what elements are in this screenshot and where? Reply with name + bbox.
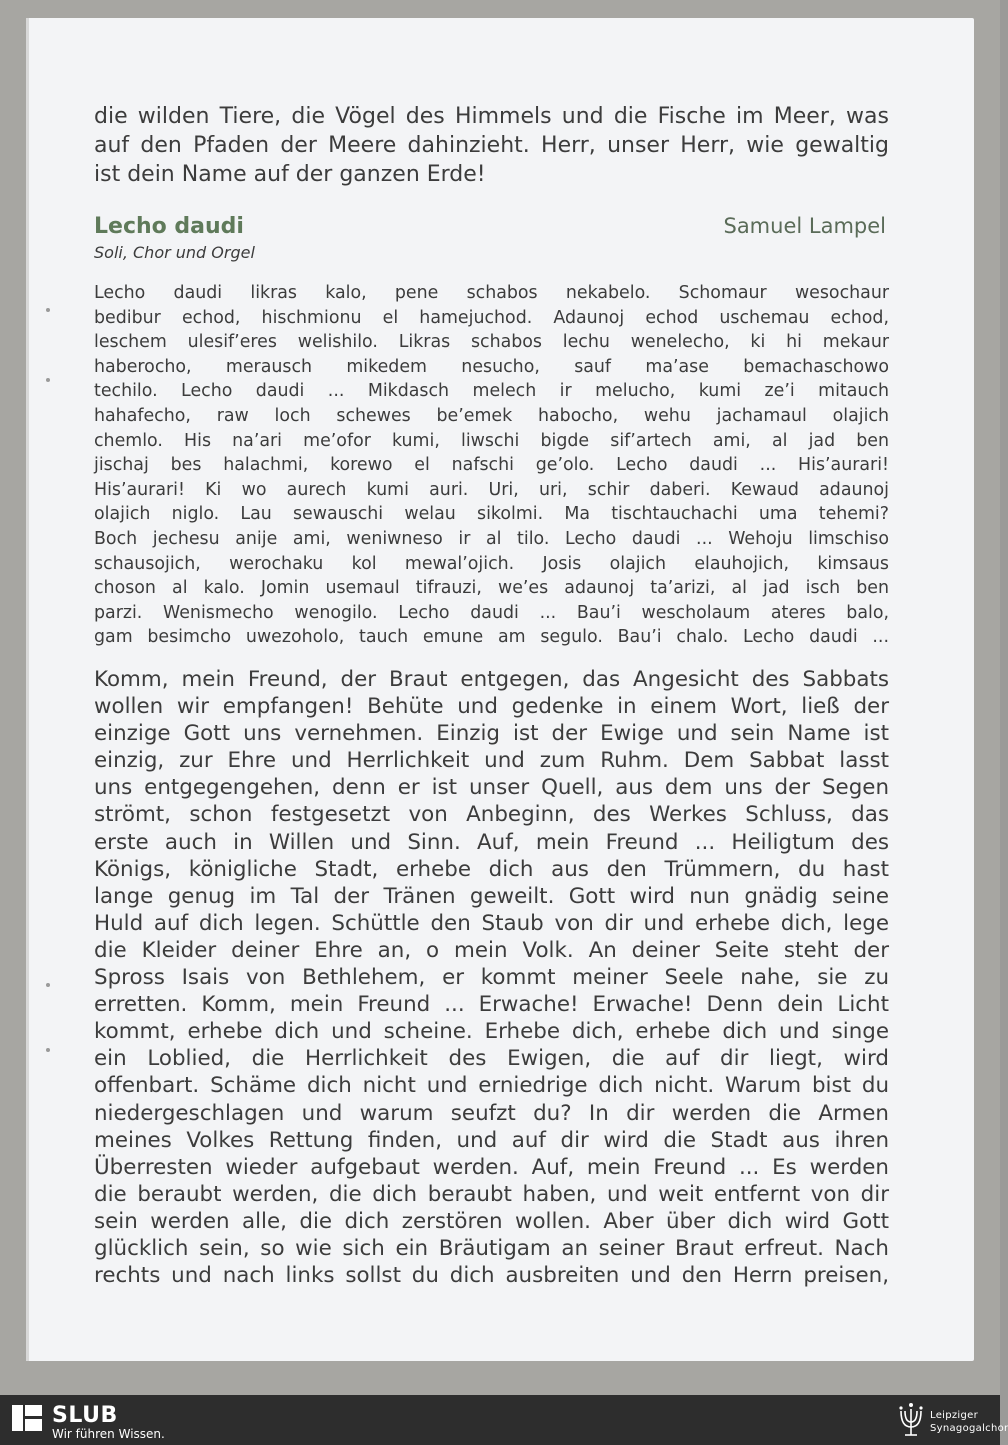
german-line: Überresten wieder aufgebaut werden. Auf, mein Freund ... Es werden <box>94 1154 889 1180</box>
staple-hole <box>46 308 50 312</box>
piece-title: Lecho daudi <box>94 214 244 239</box>
german-line: wollen wir empfangen! Behüte und gedenke in einem Wort, ließ der <box>94 694 889 720</box>
transliterated-lyrics <box>94 281 889 650</box>
german-line: glücklich sein, so wie sich ein Bräutigam an seiner Braut erfreut. Nach <box>94 1235 889 1261</box>
choir-name-line: Leipziger <box>930 1410 979 1421</box>
staple-hole <box>46 378 50 382</box>
german-line: Königs, königliche Stadt, erhebe dich aus den Trümmern, du hast <box>94 856 889 882</box>
lyrics-line: schausojich, werochaku kol mewal’ojich. Josis olajich elauhojich, kimsaus <box>94 553 889 574</box>
lyrics-line: chemlo. His na’ari me’ofor kumi, liwschi bigde sif’artech ami, al jad ben <box>94 430 889 451</box>
menorah-logo-icon <box>896 1399 926 1439</box>
german-line: offenbart. Schäme dich nicht und erniedrige dich nicht. Warum bist du <box>94 1073 889 1099</box>
lyrics-line: gam besimcho uwezoholo, tauch emune am segulo. Bau’i chalo. Lecho daudi ... <box>94 627 889 648</box>
staple-hole <box>46 1048 50 1052</box>
slub-tagline: Wir führen Wissen. <box>52 1427 165 1441</box>
choir-name <box>930 1409 1008 1435</box>
lyrics-line: techilo. Lecho daudi ... Mikdasch melech ir melucho, kumi ze’i mitauch <box>94 381 889 402</box>
lyrics-line: bedibur echod, hischmionu el hamejuchod. Adaunoj echod uschemau echod, <box>94 307 889 328</box>
german-line: einzig, zur Ehre und Herrlichkeit und zum Ruhm. Dem Sabbat lasst <box>94 748 889 774</box>
footer-bar <box>0 1395 1008 1445</box>
lyrics-line: olajich niglo. Lau sewauschi welau sikolmi. Ma tischtauchachi uma tehemi? <box>94 504 889 525</box>
lyrics-line: His’aurari! Ki wo aurech kumi auri. Uri, uri, schir daberi. Kewaud adaunoj <box>94 479 889 500</box>
german-line: meines Volkes Rettung finden, und auf dir wird die Stadt aus ihren <box>94 1127 889 1153</box>
lyrics-line: leschem ulesif’eres welishilo. Likras schabos lechu wenelecho, ki hi mekaur <box>94 332 889 353</box>
german-line: Komm, mein Freund, der Braut entgegen, das Angesicht des Sabbats <box>94 667 889 692</box>
staple-hole <box>46 983 50 987</box>
german-line: uns entgegengehen, denn er ist unser Quell, aus dem uns der Segen <box>94 775 889 801</box>
german-line: einzige Gott uns vernehmen. Einzig ist der Ewige und sein Name ist <box>94 721 889 747</box>
german-line: die Kleider deiner Ehre an, o mein Volk. An deiner Seite steht der <box>94 937 889 963</box>
german-line: Spross Isais von Bethlehem, er kommt meiner Seele nahe, sie zu <box>94 965 889 991</box>
intro-paragraph <box>94 102 889 189</box>
slub-title: SLUB <box>52 1403 118 1428</box>
german-line: die beraubt werden, die dich beraubt haben, und weit entfernt von dir <box>94 1181 889 1207</box>
german-line: Huld auf dich legen. Schüttle den Staub von dir und erhebe dich, lege <box>94 910 889 936</box>
german-line: sein werden alle, die dich zerstören wollen. Aber über dich wird Gott <box>94 1208 889 1234</box>
german-line: erste auch in Willen und Sinn. Auf, mein Freund ... Heiligtum des <box>94 829 889 855</box>
piece-subtitle: Soli, Chor und Orgel <box>94 243 255 262</box>
lyrics-line: choson al kalo. Jomin usemaul tifrauzi, we’es adaunoj ta’arizi, al jad isch ben <box>94 578 889 599</box>
german-line: kommt, erhebe dich und scheine. Erhebe dich, erhebe dich und singe <box>94 1019 889 1045</box>
intro-line: auf den Pfaden der Meere dahinzieht. Herr, unser Herr, wie gewaltig <box>94 133 889 158</box>
german-line: strömt, schon festgesetzt von Anbeginn, des Werkes Schluss, das <box>94 802 889 828</box>
document-page <box>26 18 974 1361</box>
page-binding <box>26 18 29 1361</box>
german-line: rechts und nach links sollst du dich ausbreiten und den Herrn preisen, <box>94 1263 889 1289</box>
composer-name: Samuel Lampel <box>723 214 886 238</box>
german-translation <box>94 666 889 1289</box>
intro-line: die wilden Tiere, die Vögel des Himmels und die Fische im Meer, was <box>94 104 889 129</box>
slub-logo-icon <box>12 1405 42 1431</box>
german-line: niedergeschlagen und warum seufzt du? In dir werden die Armen <box>94 1100 889 1126</box>
lyrics-line: jischaj bes halachmi, korewo el nafschi ge’olo. Lecho daudi ... His’aurari! <box>94 455 889 476</box>
choir-name-line: Synagogalchor <box>930 1423 1008 1434</box>
lyrics-line: hahafecho, raw loch schewes be’emek habocho, wehu jachamaul olajich <box>94 405 889 426</box>
german-line: erretten. Komm, mein Freund ... Erwache! Erwache! Denn dein Licht <box>94 992 889 1018</box>
lyrics-line: Boch jechesu anije ami, weniwneso ir al tilo. Lecho daudi ... Wehoju limschiso <box>94 528 889 549</box>
german-line: lange genug im Tal der Tränen geweilt. Gott wird nun gnädig seine <box>94 883 889 909</box>
german-line: ein Loblied, die Herrlichkeit des Ewigen, die auf dir liegt, wird <box>94 1046 889 1072</box>
lyrics-line: haberocho, merausch mikedem nesucho, sauf ma’ase bemachaschowo <box>94 356 889 377</box>
intro-line: ist dein Name auf der ganzen Erde! <box>94 162 486 187</box>
lyrics-line: parzi. Wenismecho wenogilo. Lecho daudi ... Bau’i wescholaum ateres balo, <box>94 602 889 623</box>
lyrics-line: Lecho daudi likras kalo, pene schabos nekabelo. Schomaur wesochaur <box>94 283 889 303</box>
